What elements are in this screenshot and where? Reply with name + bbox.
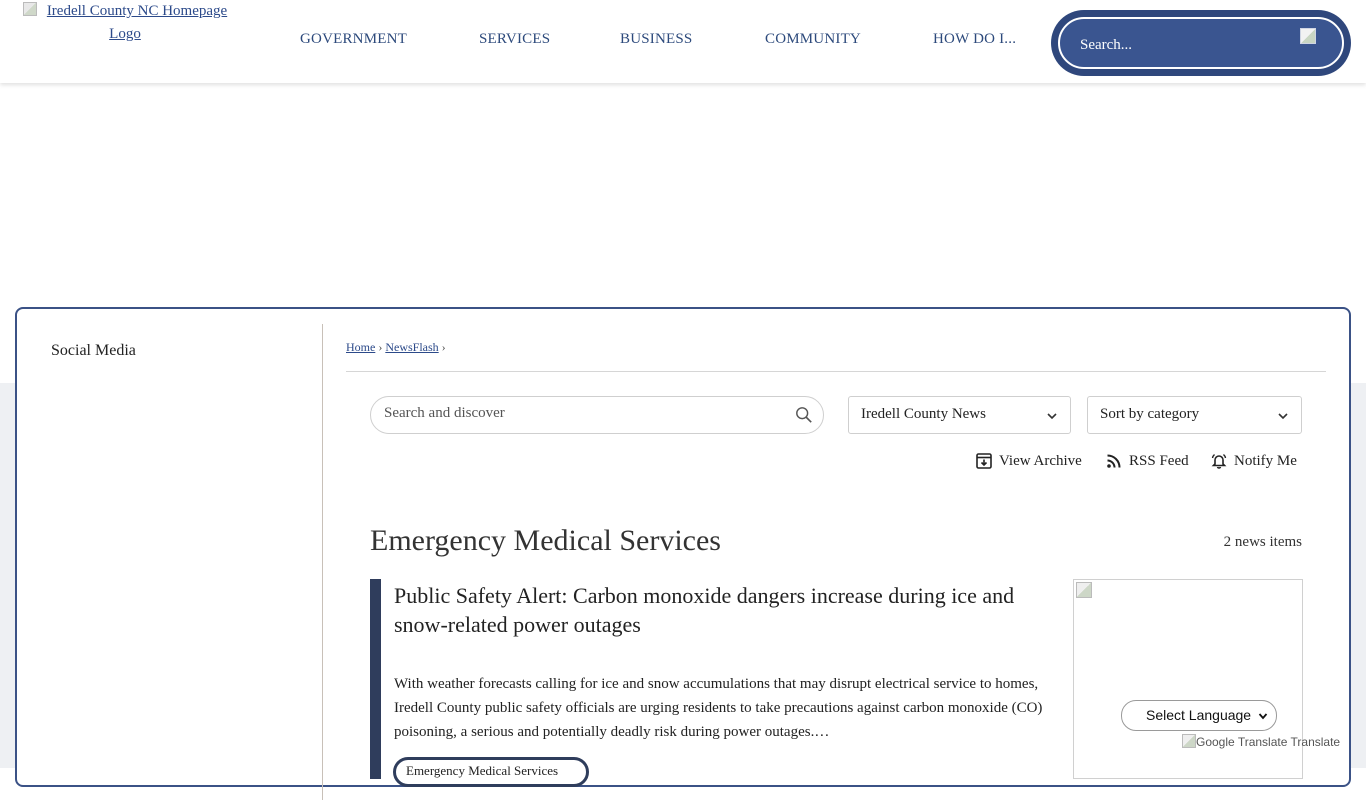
news-item-title[interactable]: Public Safety Alert: Carbon monoxide dangers increase during ice and snow-related power outages xyxy=(394,583,1015,637)
chevron-down-icon xyxy=(1046,410,1058,422)
news-search xyxy=(370,396,824,434)
nav-community[interactable]: COMMUNITY xyxy=(765,31,861,47)
search-icon[interactable] xyxy=(795,406,813,424)
broken-image-icon xyxy=(23,2,37,16)
nav-services[interactable]: SERVICES xyxy=(479,31,551,47)
category-select-value: Iredell County News xyxy=(861,406,986,422)
rss-feed-label: RSS Feed xyxy=(1129,452,1189,469)
language-select[interactable] xyxy=(1121,700,1277,731)
breadcrumb xyxy=(346,340,449,355)
notify-me-label: Notify Me xyxy=(1234,452,1297,469)
broken-image-icon xyxy=(1076,582,1092,598)
breadcrumb-home[interactable]: Home xyxy=(346,340,376,354)
site-header xyxy=(0,0,1366,83)
news-item-tag[interactable]: Emergency Medical Services xyxy=(393,757,589,787)
rss-feed-link[interactable] xyxy=(1105,452,1189,470)
chevron-down-icon xyxy=(1277,410,1289,422)
news-count: 2 news items xyxy=(1223,534,1302,550)
chevron-right-icon: › xyxy=(441,340,446,354)
broken-image-icon xyxy=(1182,734,1196,748)
site-logo[interactable] xyxy=(14,0,236,46)
rss-icon xyxy=(1105,452,1123,470)
bell-icon xyxy=(1210,452,1228,470)
sort-select[interactable] xyxy=(1087,396,1302,434)
news-item-image[interactable] xyxy=(1073,579,1303,779)
logo-link[interactable]: Iredell County NC Homepage Logo xyxy=(46,3,228,42)
category-select[interactable] xyxy=(848,396,1071,434)
chevron-right-icon: › xyxy=(378,340,383,354)
category-title: Emergency Medical Services xyxy=(370,524,721,557)
news-item-summary: With weather forecasts calling for ice and snow accumulations that may disrupt electrical service to homes, Iredell County public safety officials are urging residents to take precautions against carbon monoxide (CO) poisoning, a serious and potentially deadly risk during power outages.… xyxy=(394,676,1043,740)
language-select-value: Select Language xyxy=(1146,707,1252,723)
nav-business[interactable]: BUSINESS xyxy=(620,31,693,47)
view-archive-link[interactable] xyxy=(975,452,1082,470)
site-search xyxy=(1051,10,1351,76)
notify-me-link[interactable] xyxy=(1210,452,1297,470)
nav-government[interactable]: GOVERNMENT xyxy=(300,31,407,47)
sidebar xyxy=(17,324,323,800)
sidebar-social-media: Social Media xyxy=(51,342,136,359)
view-archive-label: View Archive xyxy=(999,452,1082,469)
site-search-placeholder: Search... xyxy=(1080,37,1133,53)
divider xyxy=(346,371,1326,372)
google-translate-attribution xyxy=(1182,734,1340,749)
translate-label[interactable]: Translate xyxy=(1290,735,1341,749)
search-icon[interactable] xyxy=(1300,28,1316,44)
news-item xyxy=(370,579,1050,779)
archive-icon xyxy=(975,452,993,470)
site-search-input[interactable] xyxy=(1058,17,1344,69)
news-search-input[interactable] xyxy=(384,405,764,422)
google-translate-label: Google Translate xyxy=(1196,735,1288,749)
chevron-down-icon xyxy=(1258,711,1268,721)
sort-select-value: Sort by category xyxy=(1100,406,1200,422)
breadcrumb-newsflash[interactable]: NewsFlash xyxy=(385,340,439,354)
nav-how-do-i[interactable]: HOW DO I... xyxy=(933,31,1017,47)
